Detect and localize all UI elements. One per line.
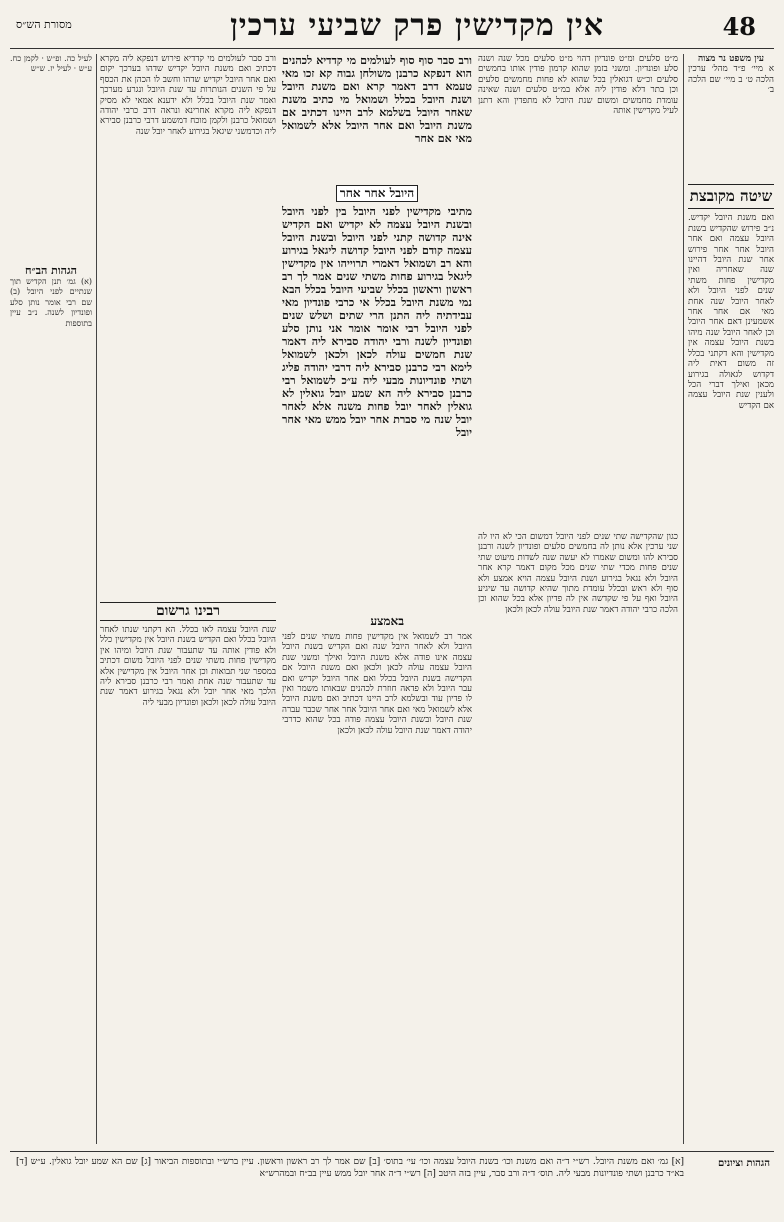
gemara-text-2: מתיבי מקדישין לפני היובל בין לפני היובל ובשנת היובל עצמה לא יקדיש ואם הקדיש אינה קדושה קתני לפני היובל ובשנת היובל עצמה קודם לפני היובל קדושה ליגאל בגירוע והא רב ושמואל דאמרי תרוייהו אין מקדישין ליגאל בגירוע פחות משתי שנים אמר לך רב ראשון וראשון בכלל שביעי היובל בכלל הבא נמי משנת היובל בכלל אי כרבי פונדיון מאי עבידתיה ליה התנן הרי שתים ושלש שנים לפני היובל רבי אומר אומר אני נותן סלע ופונדיון לשנה ורבי יהודה סבירא ליה דאמר שנת חמשים עולה לכאן ולכאן לשמואל לימא רבי כרבנן סבירא ליה דרבי יהודה פליג ושתי פונדיונות מבעי ליה ע״כ לשמואל רבי כרבנן סבירא ליה הא שמע יובל גואלין לא גואלין לאחר יובל פחות משנה אלא לאחר יובל שנה מי סברת אחר יובל ממש מאי אחר יובל [282, 205, 472, 439]
rule-left [96, 54, 97, 1144]
rule-right [683, 54, 684, 1144]
masoret-text: לעיל כה. ופ״ש · לקמן כח. ע״ש · לעיל יז. ש״ש [10, 54, 92, 74]
footer-text: [א] גמ׳ ואם משנת היובל. רש״י ד״ה ואם משנת וכו׳ בשנת היובל עצמה וכו׳ עי׳ בתוס׳ [ב] שם אמר לך רב ראשון וראשון. עיין ברש״י ובתוספות הביאור [ג] שם הא שמע יובל גואלין. ע״ש [ד] בא״ד כרבנן ושתי פונדיונות מבעי ליה. תוס׳ ד״ה ורב סבר, עיין בזה היטב [ה] רש״י ד״ה אחר יובל ממש עיין בב״ח ובמהרש״א [16, 1157, 684, 1179]
page-number: 48 [722, 12, 756, 41]
bottom-commentary: אמר רב לשמואל אין מקדישין פחות משתי שנים לפני היובל ולא לאחר היובל שנה ואם הקדיש בשנת היובל עצמה אינו פודה אלא משנת היובל ואילך ומשני שנת היובל עצמה עולה לכאן ולכאן ואם משנת היובל אם הקדישה בשנת היובל בכלל ואם אחר היובל יקדיש ואם עבר היובל ולא פדאה חוזרת לכהנים שבאותו משמר ואין לו פדיון עוד ובשלמא לרב היינו דכתיב ואם משנת היובל אלא לשמואל מאי ואם אחר היובל אחר אחר שכבר עברה שנת היובל ובשנת היובל עצמה פודה בכל שהוא כדרבי יהודה דאמר שנת היובל עולה לכאן ולכאן [282, 632, 472, 736]
masoret-column [10, 54, 92, 1144]
page-header [10, 8, 774, 49]
rashi-column [478, 54, 678, 1144]
shita-title: שיטה מקובצת [688, 184, 774, 209]
gemara-column [282, 54, 472, 614]
haggahot-text: (א) גמ׳ תנן הקדיש תוך שנתיים לפני היובל (ב) שם רבי אומר נותן סלע ופונדיון לשנה. נ״ב עיין בתוספות [10, 277, 92, 328]
shita-text: ואם משנת היובל יקדיש. נ״ב פירוש שהקדיש בשנת היובל עצמה ואם אחר היובל אחר אחר פירוש אחר שנת היובל דהיינו שנה שאחריה ואין מקדישין פחות משתי שנים לפני היובל ולא לאחר היובל שנה אחת מאי אם אחר אחר אשמעינן דאם אחר היובל וכן לאחר היובל שנה מיהו בשנת היובל עצמה אין מקדישין והא דקתני בכלל זה משום דאית ליה דקדוש לגאולה בגירוע מכאן ואילך דברי הכל ולענין שנת היובל עצמה אם הקדיש [688, 213, 774, 411]
highlighted-phrase: היובל אחר אחר [336, 185, 418, 202]
footer-notes [10, 1151, 774, 1214]
rashi-top: מ״ט סלעים ומ״ט פונדיון דהוי מ״ט סלעים מכל שנה ושנה סלע ופונדיון. ומשני בזמן שהוא קדמון פודין אותו בחמשים סלעים וכ״ש דגואלין בכל שהוא לא פחות מחמשים סלעים וכן בתר דלא פודין ליה אלא במ״ט סלעים ושנה שאינה עומדת מחמשים ומשום שנת היובל לא מתפדין והא דתנן לעיל מקדישין אותה [478, 54, 678, 117]
ein-mishpat-text: א מיי׳ פ״ד מהל׳ ערכין הלכה ט׳ ב מיי׳ שם הלכה ב׳ [688, 64, 774, 96]
gemara-text-1: ורב סבר סוף סוף לעולמים מי קדדיא לכהנים הוא דנפקא כרבנן משולחן גבוה קא זכו מאי טעמא דרב דאמר קרא ואם משנת היובל ושנת היובל בכלל ושמואל מי כתיב משנת שאחר היובל בשלמא לרב היינו דכתיב אם משנת היובל ואם אחר היובל אלא לשמואל מאי אם אחר [282, 54, 472, 145]
page-title: אין מקדישין פרק שביעי ערכין [230, 8, 604, 43]
gershom-text: שנת היובל עצמה לאו בכלל. הא דקתני שנתו לאחר היובל בכלל ואם הקדיש בשנת היובל אין מקדישין כלל ולא פודין אותה עד שתעבור שנת היובל ומיהו אין מקדישין פחות משתי שנים לפני היובל משום דכתיב במספר שני תבואות וכן אחר היובל אין מקדישין אלא עד שתעבור שנה אחת ואמר רבי כרבנן סבירא ליה הלכך מאי אחר יובל ולא נגאל בגירוע דאמר שנת היובל עולה לכאן ולכאן ופונדיון מבעי ליה [100, 625, 276, 708]
rashi-bottom: כגון שהקדישה שתי שנים לפני היובל דמשום הכי לא היו לה שני ערכין אלא נותן לה בחמשים סלעים ופונדיון לשנה ורבנן סבירא להו ומשום שאמרו לא יעשה שנה לשדות מיעוט שתי שנים פחות מכדי שתי שנים מכל מקום דאמר קרא אחר היובל ולא נגאל בגירוע ושנת היובל עצמה הויא אמצע ולא סוף ולא ראש ובכלל עומדת מתוך שהיא קדושה עד שיגיע היובל ואף על פי שקדשה אין לה פדיון אלא בכל שהוא וכן הלכה כרבי יהודה דאמר שנת היובל עולה לכאן ולכאן [478, 532, 678, 615]
talmud-page [10, 8, 774, 1214]
masoret-label: מסורת הש״ס [16, 18, 72, 31]
center-heading: באמצע [370, 614, 404, 628]
ein-mishpat-label: עין משפט נר מצוה [697, 54, 765, 64]
haggahot-title: הגהות הב״ח [25, 264, 77, 277]
ein-mishpat-column [688, 54, 774, 1144]
tosafot-text: ורב סבר לעולמים מי קדדיא פירוש דנפקא ליה מקרא דכתיב ואם משנת היובל יקדיש שדהו בערכך יקום ואם אחר היובל יקדיש שדהו וחשב לו הכהן את הכסף על פי השנים הנותרות עד שנת היובל ונגרע מערכך ואמר שנת היובל בכלל ולא ידענא אמאי לא מסיק דנפקא ליה מקרא אחרינא ונראה דרב כרבי יהודה ושמואל כרבנן ולקמן מוכח דמשמע דרבי כרבנן סבירא ליה וכדמשני שיגאל בגירוע לאחר יובל שנה [100, 54, 276, 137]
tosafot-column [100, 54, 276, 1144]
footer-label: הגהות וציונים [717, 1158, 770, 1169]
gershom-title: רבינו גרשום [100, 602, 276, 621]
